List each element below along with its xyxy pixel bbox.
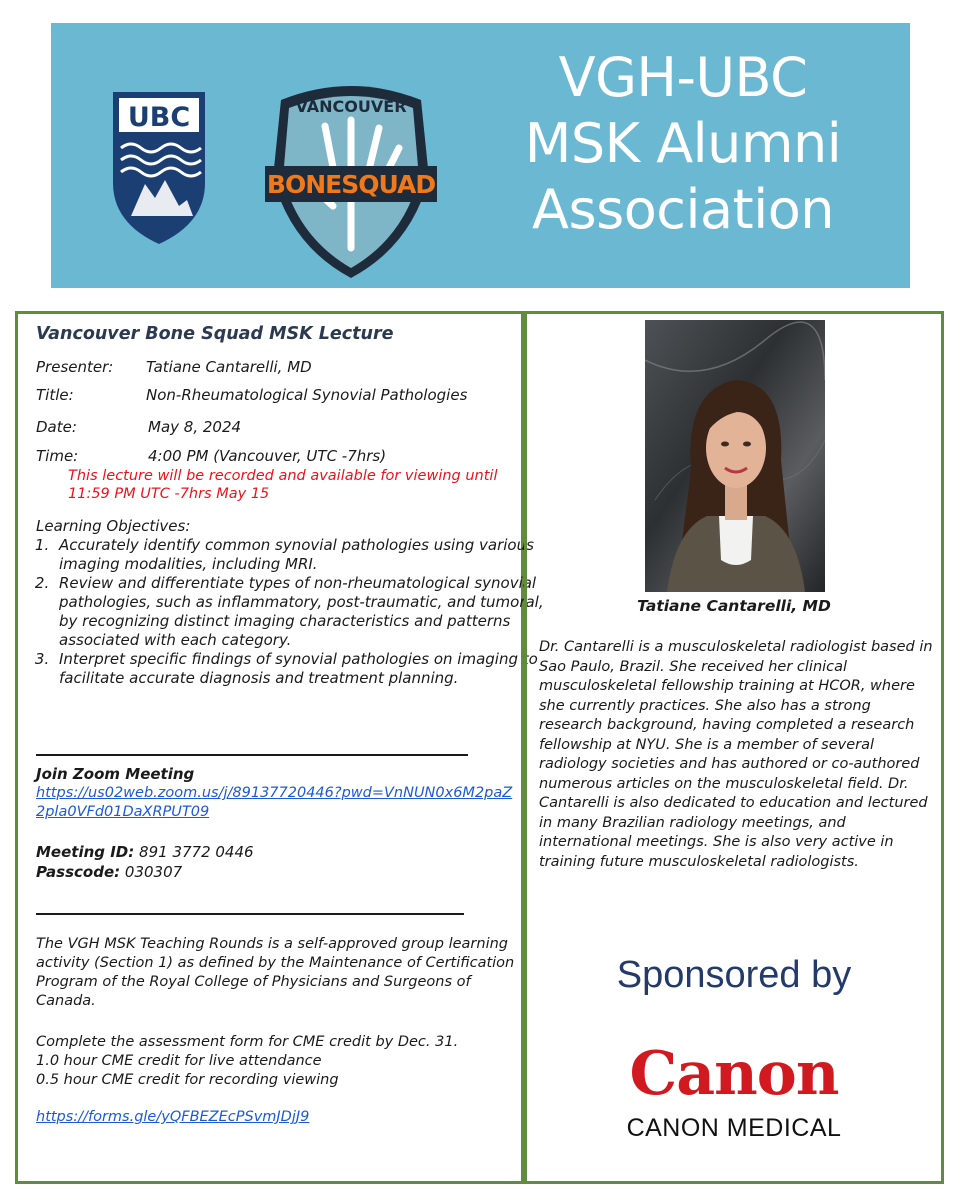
date-value: May 8, 2024	[148, 418, 242, 436]
logo-vancouver-text: VANCOUVER	[295, 97, 407, 116]
time-value: 4:00 PM (Vancouver, UTC -7hrs)	[148, 447, 387, 465]
presenter-photo	[645, 320, 825, 592]
objectives-list	[26, 536, 544, 688]
meeting-id-label: Meeting ID:	[36, 843, 135, 861]
title-row	[36, 386, 467, 404]
divider	[36, 913, 464, 915]
passcode-value: 030307	[124, 863, 183, 881]
presenter-label: Presenter:	[36, 358, 114, 376]
objectives-heading: Learning Objectives:	[36, 517, 191, 535]
passcode-label: Passcode:	[36, 863, 121, 881]
objective-item: 2. Review and differentiate types of non-rheumatological synovial pathologies, such as inflammatory, post-traumatic, and tumoral, by recognizing distinct imaging characteristics and patterns associated with each category.	[54, 574, 544, 650]
title-label: Title:	[36, 386, 74, 404]
title-value: Non-Rheumatological Synovial Pathologies	[146, 386, 468, 404]
zoom-meeting-link[interactable]: https://us02web.zoom.us/j/89137720446?pwd=VnNUN0x6M2paZ2pla0VFd01DaXRPUT09	[36, 785, 513, 820]
banner-title-line-1: VGH-UBC	[558, 46, 808, 109]
bonesquad-shield-logo	[251, 78, 451, 283]
ubc-logo-text: UBC	[127, 102, 191, 133]
zoom-heading: Join Zoom Meeting	[36, 765, 195, 783]
logo-bonesquad-text: BONESQUAD	[266, 170, 436, 199]
time-row	[36, 447, 386, 465]
presenter-value: Tatiane Cantarelli, MD	[146, 358, 312, 376]
date-row	[36, 418, 241, 436]
cme-line-1: Complete the assessment form for CME credit by Dec. 31.	[36, 1034, 459, 1050]
assessment-form-link[interactable]: https://forms.gle/yQFBEZEcPSvmJDjJ9	[36, 1109, 310, 1125]
meeting-id-row	[36, 843, 254, 861]
cme-line-3: 0.5 hour CME credit for recording viewing	[36, 1072, 339, 1088]
date-label: Date:	[36, 418, 77, 436]
presenter-panel	[524, 311, 944, 1184]
cme-line-2: 1.0 hour CME credit for live attendance	[36, 1053, 322, 1069]
objective-item: 1. Accurately identify common synovial pathologies using various imaging modalities, including MRI.	[54, 536, 544, 574]
recording-note: This lecture will be recorded and available for viewing until 11:59 PM UTC -7hrs May 15	[68, 468, 498, 502]
presenter-bio: Dr. Cantarelli is a musculoskeletal radiologist based in Sao Paulo, Brazil. She received her clinical musculoskeletal fellowship training at HCOR, where she currently practices. She also has a strong research background, having completed a research fellowship at NYU. She is a member of several radiology societies and has authored or co-authored numerous articles on the musculoskeletal field. Dr. Cantarelli is also dedicated to education and lectured in many Brazilian radiology meetings, and international meetings. She is also very active in training future musculoskeletal radiologists.	[539, 639, 933, 870]
cme-instructions	[36, 1033, 521, 1090]
time-label: Time:	[36, 447, 79, 465]
ubc-crest-logo	[109, 88, 209, 248]
banner-title-line-3: Association	[532, 178, 834, 241]
divider	[36, 754, 468, 756]
header-banner	[51, 23, 910, 288]
meeting-id-value: 891 3772 0446	[139, 843, 254, 861]
presenter-row	[36, 358, 312, 376]
canon-logo: Canon	[629, 1039, 839, 1109]
lecture-heading: Vancouver Bone Squad MSK Lecture	[36, 324, 394, 344]
banner-title	[463, 45, 903, 243]
certification-text: The VGH MSK Teaching Rounds is a self-approved group learning activity (Section 1) as defined by the Maintenance of Certification Program of the Royal College of Physicians and Surgeons of Canada.	[36, 936, 515, 1009]
lecture-details-panel	[15, 311, 544, 1184]
sponsored-by-heading: Sponsored by	[616, 954, 852, 996]
canon-medical-text: CANON MEDICAL	[626, 1114, 842, 1142]
presenter-name: Tatiane Cantarelli, MD	[637, 597, 831, 615]
objective-item: 3. Interpret specific findings of synovial pathologies on imaging to facilitate accurate diagnosis and treatment planning.	[54, 650, 544, 688]
passcode-row	[36, 863, 182, 881]
banner-title-line-2: MSK Alumni	[524, 112, 842, 175]
